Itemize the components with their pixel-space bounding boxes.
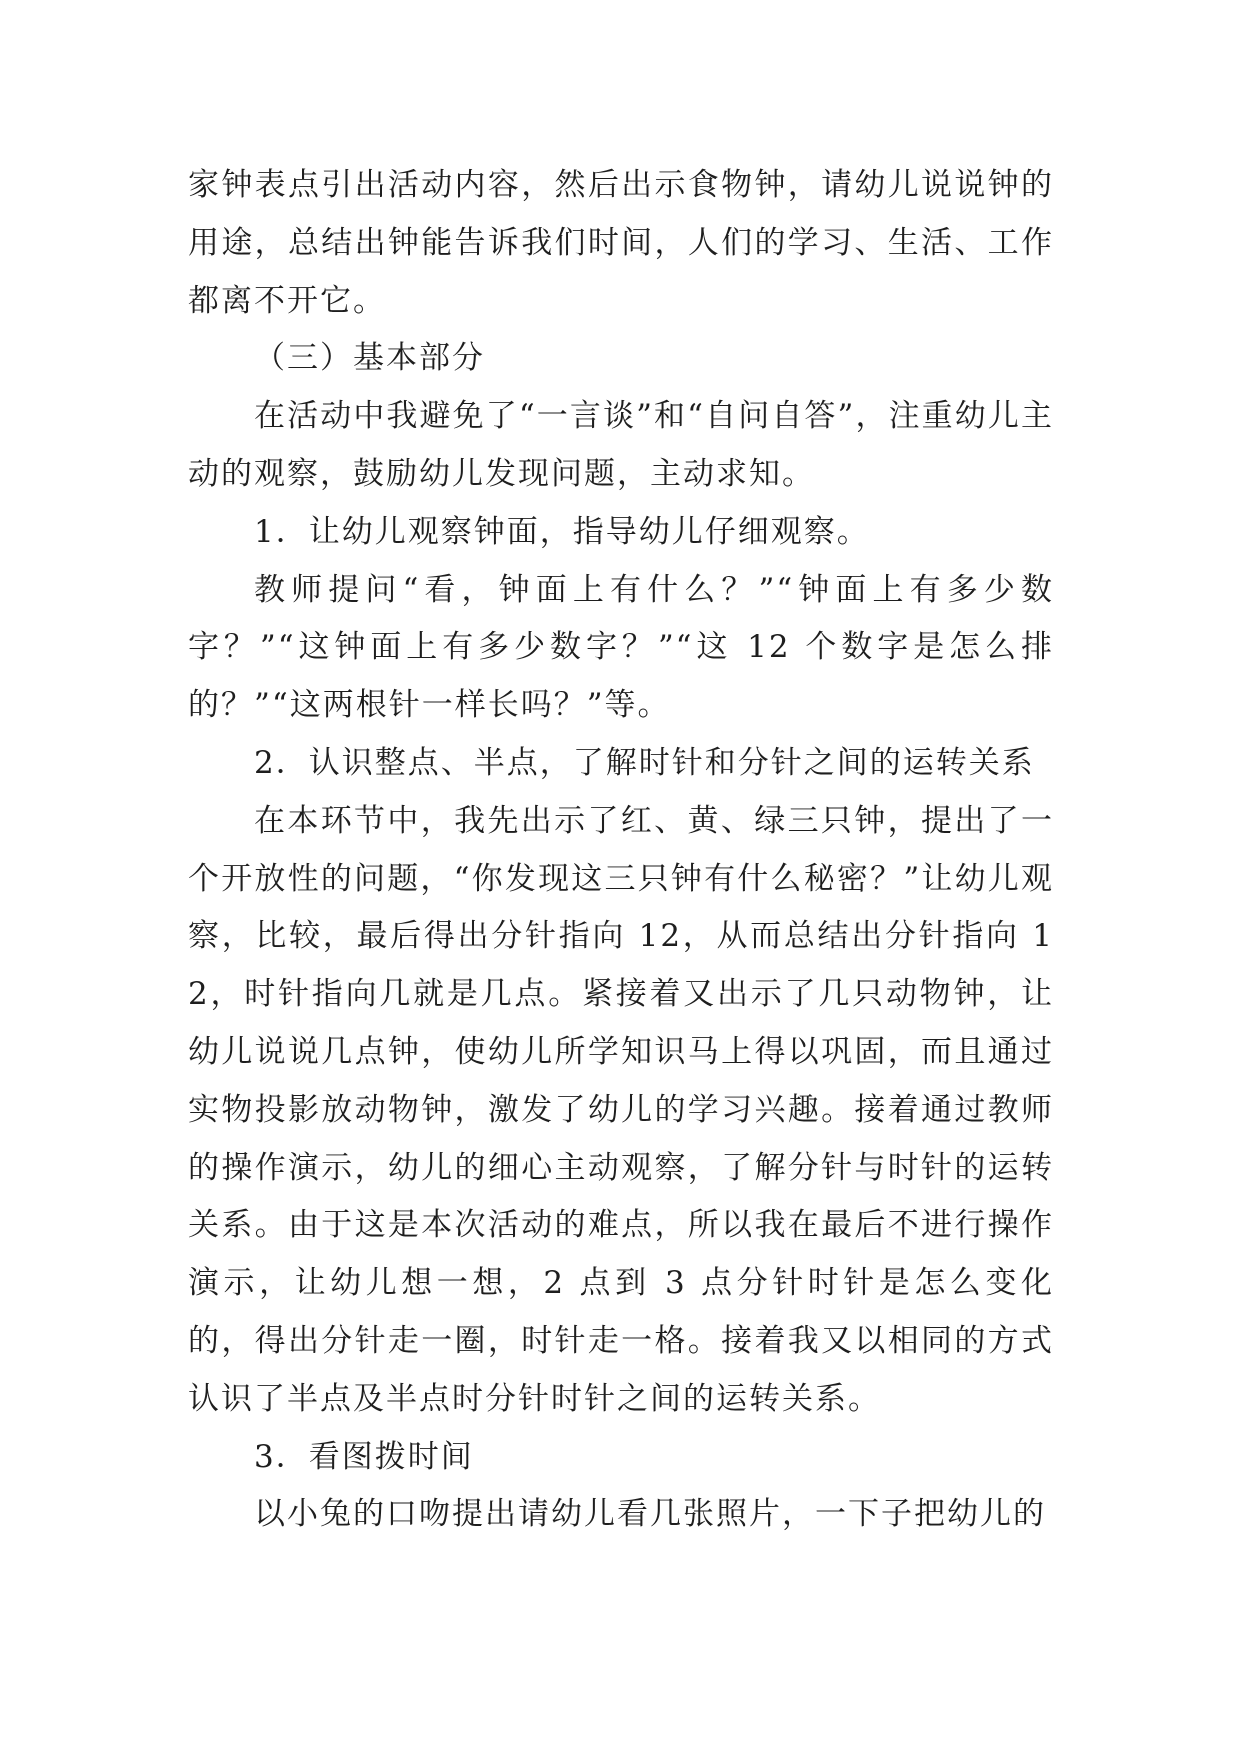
paragraph-intro-continued: 家钟表点引出活动内容，然后出示食物钟，请幼儿说说钟的用途，总结出钟能告诉我们时间，人们的学习、生活、工作都离不开它。 [188,167,1054,319]
section-heading-basic-part: （三）基本部分 [254,340,485,377]
item-heading-set-time-from-picture: 3．看图拨时间 [254,1438,474,1475]
item-heading-hours-half-hours: 2．认识整点、半点，了解时针和分针之间的运转关系 [254,744,1035,781]
paragraph-teacher-questions: 教师提问“看，钟面上有什么？”“钟面上有多少数字？”“这钟面上有多少数字？”“这 12 个数字是怎么排的？”“这两根针一样长吗？”等。 [188,571,1054,724]
document-body [188,157,1054,1544]
paragraph-clock-relationship: 在本环节中，我先出示了红、黄、绿三只钟，提出了一个开放性的问题，“你发现这三只钟有什么秘密？”让幼儿观察，比较，最后得出分针指向 12，从而总结出分针指向 12，时针指向几就是几点。紧接着又出示了几只动物钟，让幼儿说说几点钟，使幼儿所学知识马上得以巩固，而且通过实物投影放动物钟，激发了幼儿的学习兴趣。接着通过教师的操作演示，幼儿的细心主动观察，了解分针与时针的运转关系。由于这是本次活动的难点，所以我在最后不进行操作演示，让幼儿想一想，2 点到 3 点分针时针是怎么变化的，得出分针走一圈，时针走一格。接着我又以相同的方式认识了半点及半点时分针时针之间的运转关系。 [188,802,1054,1417]
item-heading-observe-clock-face: 1．让幼儿观察钟面，指导幼儿仔细观察。 [254,513,870,550]
paragraph-photo-activity: 以小兔的口吻提出请幼儿看几张照片，一下子把幼儿的 [254,1496,1046,1533]
paragraph-activity-approach: 在活动中我避免了“一言谈”和“自问自答”，注重幼儿主动的观察，鼓励幼儿发现问题，主动求知。 [188,398,1054,492]
